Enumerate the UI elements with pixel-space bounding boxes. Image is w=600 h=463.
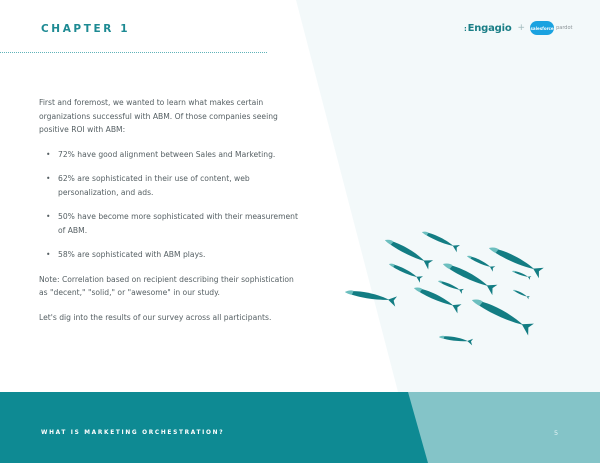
- bullet-icon: •: [46, 250, 51, 259]
- note-paragraph: Note: Correlation based on recipient describing their sophistication as "decent," "solid," or "awesome" in our study.: [39, 274, 294, 297]
- dotted-divider: [0, 52, 267, 53]
- page-number: 5: [554, 429, 559, 437]
- engagio-logo: [464, 23, 512, 34]
- body-content: [39, 96, 299, 335]
- partner-logos: [464, 18, 572, 38]
- bullet-icon: •: [46, 149, 51, 159]
- closing-paragraph: Let's dig into the results of our survey across all participants.: [39, 312, 272, 322]
- footer-accent-panel: [0, 392, 600, 463]
- bullet-icon: •: [46, 174, 51, 183]
- pardot-logo-text: pardot: [556, 25, 573, 31]
- stats-list: [39, 148, 299, 262]
- footer-title: WHAT IS MARKETING ORCHESTRATION?: [41, 430, 225, 436]
- list-item: [39, 210, 299, 237]
- salesforce-cloud-icon: [530, 21, 554, 35]
- list-item: [39, 248, 299, 262]
- bullet-text: 58% are sophisticated with ABM plays.: [58, 250, 206, 259]
- salesforce-logo-text: salesforce: [530, 25, 554, 31]
- bullet-text: 50% have become more sophisticated with their measurement of ABM.: [58, 212, 298, 235]
- engagio-dots-icon: :: [464, 24, 467, 33]
- bullet-text: 72% have good alignment between Sales and Marketing.: [58, 149, 276, 159]
- intro-paragraph: First and foremost, we wanted to learn what makes certain organizations successful with ABM. Of those companies seeing positive ROI with ABM:: [39, 98, 278, 134]
- list-item: [39, 148, 299, 162]
- chapter-label: CHAPTER 1: [41, 23, 131, 35]
- list-item: [39, 172, 299, 199]
- page-footer: [0, 392, 600, 463]
- engagio-logo-text: Engagio: [467, 22, 512, 34]
- plus-sign: +: [517, 23, 526, 33]
- bullet-text: 62% are sophisticated in their use of content, web personalization, and ads.: [58, 174, 250, 197]
- bullet-icon: •: [46, 212, 51, 221]
